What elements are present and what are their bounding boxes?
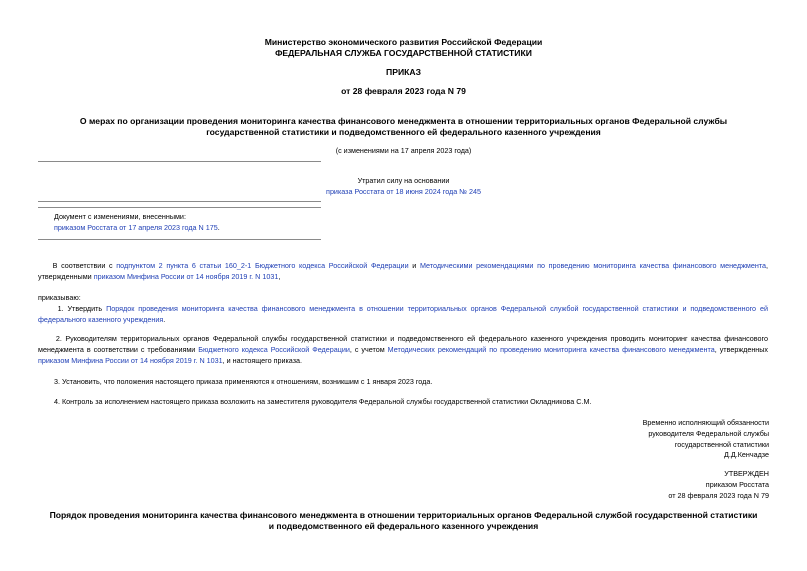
divider bbox=[38, 239, 321, 240]
doc-title-line1: О мерах по организации проведения мониторинга качества финансового менеджмента в отношении территориальных органов Федеральной службы bbox=[79, 116, 728, 126]
budget-code-link[interactable]: подпунктом 2 пункта 6 статьи 160_2-1 Бюджетного кодекса Российской Федерации bbox=[116, 261, 409, 270]
amendment-link[interactable]: приказом Росстата от 17 апреля 2023 года N 175 bbox=[54, 223, 218, 232]
procedure-link[interactable]: Порядок проведения мониторинга качества финансового менеджмента в отношении территориальных органов Федеральной службой государственной статистики и подведомственного ей bbox=[106, 304, 768, 313]
doc-title-line2: государственной статистики и подведомственного ей федерального казенного учреждения bbox=[206, 127, 601, 137]
budget-code-link-2[interactable]: Бюджетного кодекса Российской Федерации bbox=[198, 345, 350, 354]
approved-line2: приказом Росстата bbox=[705, 480, 769, 489]
appendix-title-line2: и подведомственного ей федерального казенного учреждения bbox=[268, 521, 539, 531]
divider bbox=[38, 161, 321, 162]
ministry-name: Министерство экономического развития Российской Федерации bbox=[264, 37, 543, 47]
para4: 3. Установить, что положения настоящего приказа применяются к отношениям, возникшим с 1 января 2023 года. bbox=[54, 377, 433, 386]
para3-line1: 2. Руководителям территориальных органов Федеральной службы государственной статистики и подведомственного ей федерального казенного учреждения проводить мониторинг качества финансового bbox=[55, 334, 768, 343]
signature-line2: руководителя Федеральной службы bbox=[648, 429, 769, 438]
doc-date: от 28 февраля 2023 года N 79 bbox=[341, 86, 466, 96]
para2-line2: федерального казенного учреждения. bbox=[38, 315, 166, 324]
procedure-link-cont[interactable]: федерального казенного учреждения bbox=[38, 315, 164, 324]
divider bbox=[38, 201, 321, 202]
order-word: приказываю: bbox=[38, 293, 81, 302]
method-recommendations-link[interactable]: Методическими рекомендациями по проведению мониторинга качества финансового менеджмента bbox=[419, 261, 767, 270]
amendments-label: Документ с изменениями, внесенными: bbox=[54, 212, 186, 221]
para1-line2: утвержденными приказом Минфина России от 14 ноября 2019 г. N 1031, bbox=[38, 272, 281, 281]
signature-name: Д.Д.Кенчадзе bbox=[723, 450, 769, 459]
service-name: ФЕДЕРАЛЬНАЯ СЛУЖБА ГОСУДАРСТВЕННОЙ СТАТИСТИКИ bbox=[275, 48, 532, 58]
changes-note: (с изменениями на 17 апреля 2023 года) bbox=[335, 146, 472, 155]
status-text: Утратил силу на основании bbox=[357, 176, 450, 185]
approved-line3: от 28 февраля 2023 года N 79 bbox=[668, 491, 769, 500]
para3-line3: приказом Минфина России от 14 ноября 2019 г. N 1031, и настоящего приказа. bbox=[38, 356, 303, 365]
method-recommendations-link-2[interactable]: Методических рекомендаций по проведению мониторинга качества финансового менеджмента bbox=[387, 345, 715, 354]
para3-line2: менеджмента в соответствии с требованиями Бюджетного кодекса Российской Федерации, с учетом Методических рекомендаций по проведению мониторинга качества финансового менеджмента, утвержденных bbox=[38, 345, 769, 354]
divider bbox=[38, 207, 321, 208]
para1-line1: В соответствии с подпунктом 2 пункта 6 статьи 160_2-1 Бюджетного кодекса Российской Федерации и Методическими рекомендациями по проведению мониторинга качества финансового менеджмента, bbox=[52, 261, 769, 270]
approved-label: УТВЕРЖДЕН bbox=[724, 469, 769, 478]
doc-type: ПРИКАЗ bbox=[386, 67, 421, 77]
minfin-order-link[interactable]: приказом Минфина России от 14 ноября 2019 г. N 1031 bbox=[93, 272, 279, 281]
signature-line1: Временно исполняющий обязанности bbox=[642, 418, 769, 427]
minfin-order-link-2[interactable]: приказом Минфина России от 14 ноября 2019 г. N 1031 bbox=[38, 356, 223, 365]
signature-line3: государственной статистики bbox=[674, 440, 769, 449]
appendix-title-line1: Порядок проведения мониторинга качества финансового менеджмента в отношении территориальных органов Федеральной службой государственной статистики bbox=[49, 510, 758, 520]
para2-line1: 1. Утвердить Порядок проведения мониторинга качества финансового менеджмента в отношении территориальных органов Федеральной службой государственной статистики и подведомственного ей bbox=[57, 304, 768, 313]
amendments-row: приказом Росстата от 17 апреля 2023 года N 175. bbox=[54, 223, 220, 232]
status-link[interactable]: приказа Росстата от 18 июня 2024 года № 245 bbox=[326, 187, 481, 196]
para5: 4. Контроль за исполнением настоящего приказа возложить на заместителя руководителя Федеральной службы государственной статистики Окладникова С.М. bbox=[54, 397, 592, 406]
